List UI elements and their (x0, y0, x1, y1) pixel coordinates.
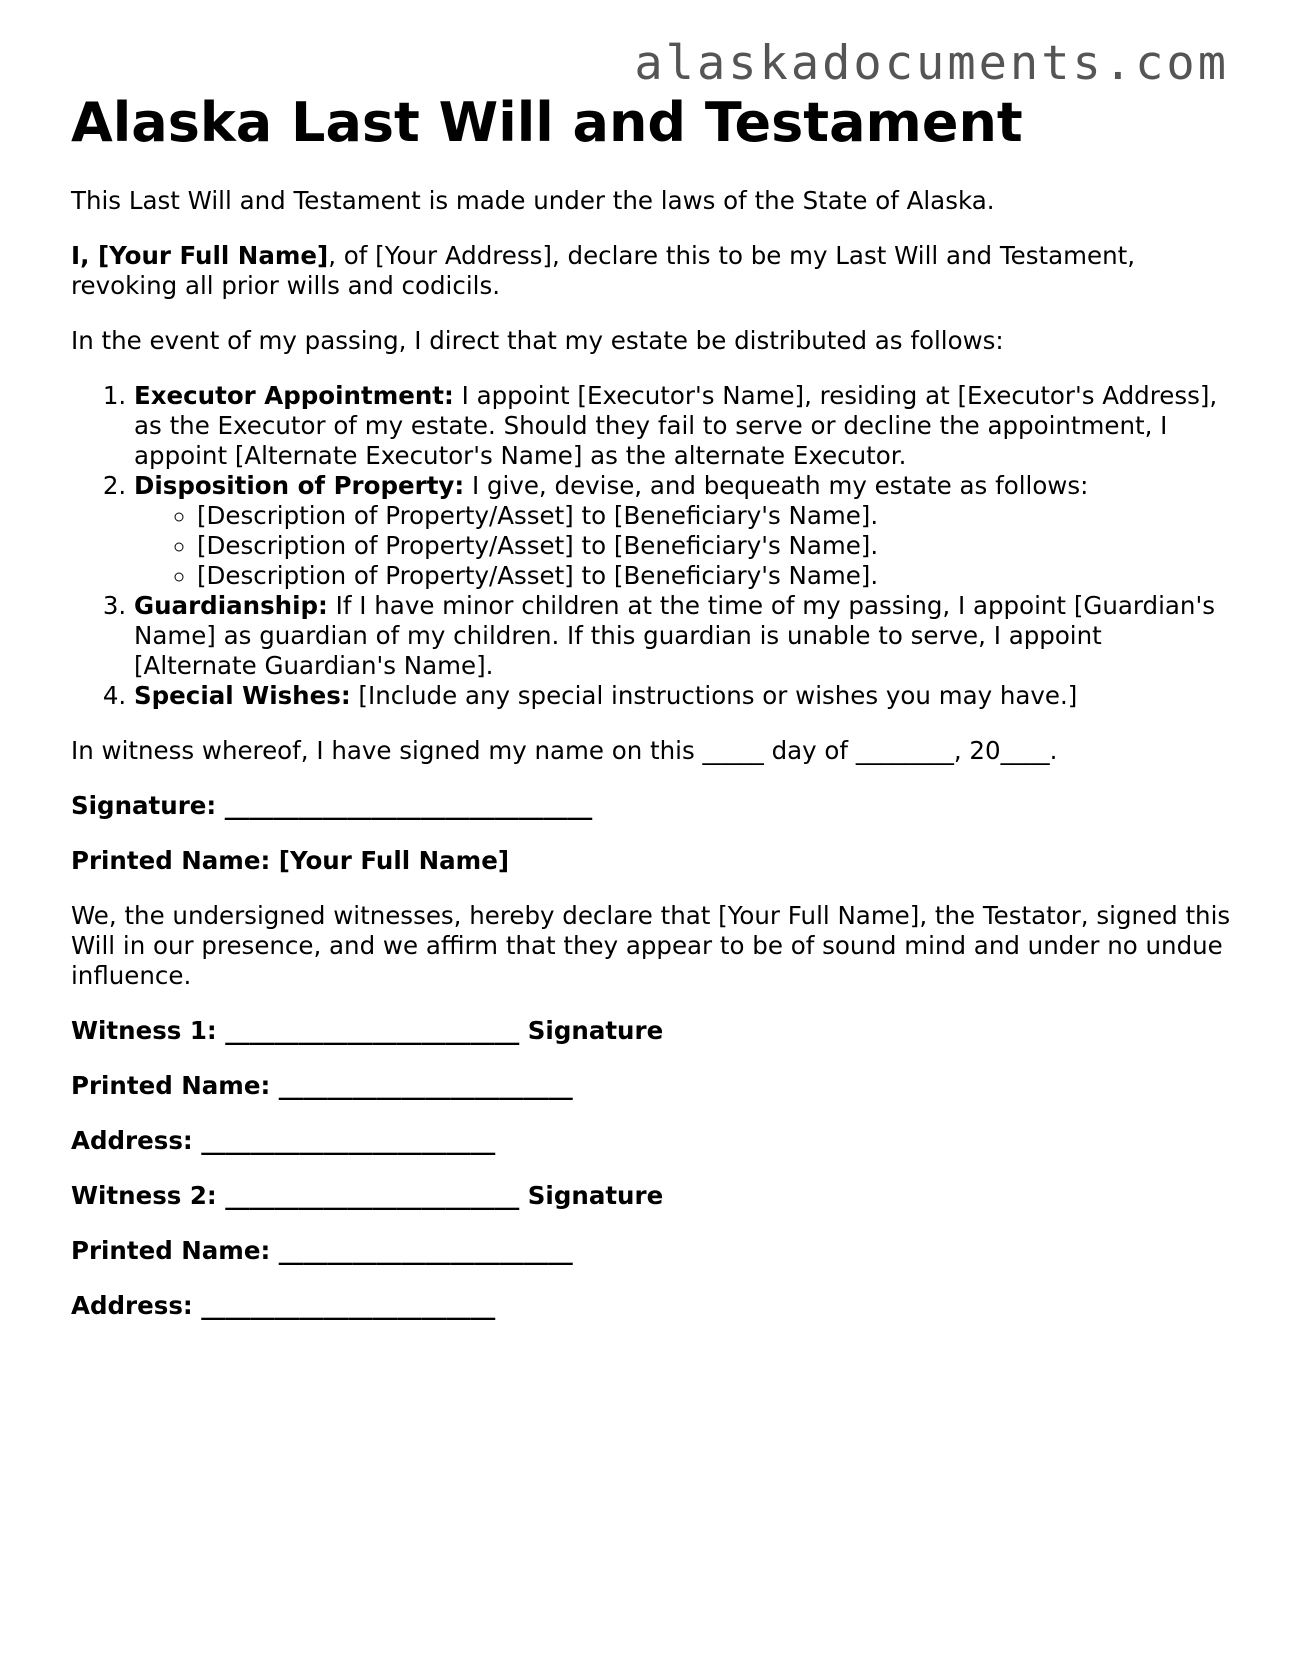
item-heading: Special Wishes: (134, 681, 351, 710)
printed-name-line (71, 846, 1231, 876)
distribution-intro: In the event of my passing, I direct that my estate be distributed as follows: (71, 326, 1004, 355)
witness1-printed-name-label: Printed Name: ________________________ (71, 1071, 573, 1100)
testator-name: I, [Your Full Name] (71, 241, 329, 270)
list-item: ◦ [Description of Property/Asset] to [Beneficiary's Name]. (197, 531, 1231, 561)
document-body (71, 88, 1231, 1346)
provisions-list (71, 381, 1231, 711)
witness1-line (71, 1016, 1231, 1046)
intro-paragraph: This Last Will and Testament is made under the laws of the State of Alaska. (71, 186, 995, 215)
item-text: I give, devise, and bequeath my estate as follows: (464, 471, 1089, 500)
witness2-printed-name (71, 1236, 1231, 1266)
witness2-label: Witness 2: ________________________ Signature (71, 1181, 664, 1210)
witness1-address-label: Address: ________________________ (71, 1126, 496, 1155)
list-item-property (134, 471, 1231, 591)
witness-clause: In witness whereof, I have signed my name on this _____ day of ________, 20____. (71, 736, 1058, 765)
item-text: I appoint [Executor's Name], residing at [Executor's Address], as the Executor of my estate. Should they fail to serve or decline the appointment, I appoint [Alternate Executor's Name] as the alternate Executor. (134, 381, 1218, 470)
witness1-printed-name (71, 1071, 1231, 1101)
signature-line (71, 791, 1231, 821)
list-item-guardianship (134, 591, 1231, 681)
witness1-label: Witness 1: ________________________ Signature (71, 1016, 664, 1045)
printed-name-label: Printed Name: [Your Full Name] (71, 846, 510, 875)
list-item: ◦ [Description of Property/Asset] to [Beneficiary's Name]. (197, 561, 1231, 591)
witness2-printed-name-label: Printed Name: ________________________ (71, 1236, 573, 1265)
property-sublist (134, 501, 1231, 591)
item-heading: Guardianship: (134, 591, 328, 620)
item-heading: Disposition of Property: (134, 471, 465, 500)
list-item: ◦ [Description of Property/Asset] to [Beneficiary's Name]. (197, 501, 1231, 531)
list-item-executor (134, 381, 1231, 471)
item-text: [Include any special instructions or wishes you may have.] (350, 681, 1078, 710)
declaration-text: , of [Your Address], declare this to be my Last Will and Testament, revoking all prior wills and codicils. (71, 241, 1136, 300)
item-text: If I have minor children at the time of my passing, I appoint [Guardian's Name] as guardian of my children. If this guardian is unable to serve, I appoint [Alternate Guardian's Name]. (134, 591, 1215, 680)
witness2-address (71, 1291, 1231, 1321)
witness-declaration: We, the undersigned witnesses, hereby declare that [Your Full Name], the Testator, signed this Will in our presence, and we affirm that they appear to be of sound mind and under no undue influence. (71, 901, 1231, 990)
witness1-address (71, 1126, 1231, 1156)
list-item-special-wishes (134, 681, 1231, 711)
page-title: Alaska Last Will and Testament (71, 91, 1023, 154)
declaration-paragraph (71, 241, 1231, 301)
witness2-address-label: Address: ________________________ (71, 1291, 496, 1320)
witness2-line (71, 1181, 1231, 1211)
item-heading: Executor Appointment: (134, 381, 454, 410)
signature-label: Signature: ______________________________ (71, 791, 593, 820)
watermark: alaskadocuments.com (634, 36, 1229, 91)
